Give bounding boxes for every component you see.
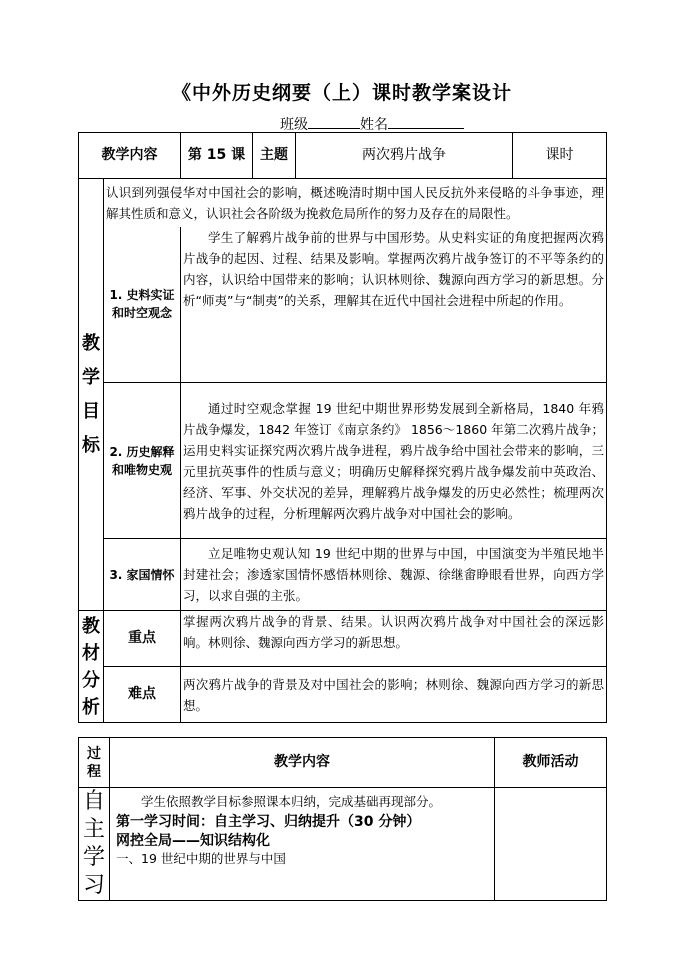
class-label: 班级 [280, 117, 308, 133]
objective-1-label: 1. 史料实证和时空观念 [104, 227, 181, 383]
self-study-content [110, 788, 495, 901]
objective-3-text: 立足唯物史观认知 19 世纪中期的世界与中国，中国演变为半殖民地半封建社会；渗透家国情怀感悟林则徐、魏源、徐继畬睁眼看世界，向西方学习，以求自强的主张。 [181, 539, 607, 611]
teacher-activity-label: 教师活动 [495, 738, 607, 788]
header-lesson-no: 第 15 课 [181, 133, 253, 179]
objective-1-text: 学生了解鸦片战争前的世界与中国形势。从史料实证的角度把握两次鸦片战争的起因、过程、结果及影响。掌握两次鸦片战争签订的不平等条约的内容，认识给中国带来的影响；认识林则徐、魏源向西方学习的新思想。分析“师夷”与“制夷”的关系，理解其在近代中国社会进程中所起的作用。 [181, 227, 607, 383]
self-study-line-1: 学生依照教学目标参照课本归纳，完成基础再现部分。 [141, 794, 442, 809]
header-content-label: 教学内容 [79, 133, 181, 179]
analysis-label: 教 材 分 析 [79, 611, 104, 723]
name-label: 姓名 [360, 117, 388, 133]
objectives-label: 教 学 目 标 [79, 179, 104, 611]
self-study-label: 自 主 学 习 [79, 788, 110, 901]
self-study-line-2: 第一学习时间：自主学习、归纳提升（30 分钟） [116, 814, 421, 830]
key-point-label: 重点 [104, 611, 181, 667]
difficulty-label: 难点 [104, 667, 181, 723]
objective-2-text: 通过时空观念掌握 19 世纪中期世界形势发展到全新格局，1840 年鸦片战争爆发，1842 年签订《南京条约》 1856～1860 年第二次鸦片战争；运用史料实证探究两次鸦片战争进程，鸦片战争给中国社会带来的影响，三元里抗英事件的性质与意义；明确历史解释探究鸦片战争爆发前中英政治、经济、军事、外交状况的差异，理解鸦片战争爆发的历史必然性；梳理两次鸦片战争的过程，分析理解两次鸦片战争对中国社会的影响。 [181, 383, 607, 539]
objectives-table [78, 132, 607, 723]
process-table [78, 737, 607, 901]
class-blank[interactable] [308, 114, 360, 129]
self-study-line-4: 一、19 世纪中期的世界与中国 [116, 851, 286, 866]
page-title: 《中外历史纲要（上）课时教学案设计 [171, 82, 512, 104]
header-theme-label: 主题 [253, 133, 296, 179]
difficulty-text: 两次鸦片战争的背景及对中国社会的影响；林则徐、魏源向西方学习的新思想。 [181, 667, 607, 723]
key-point-text: 掌握两次鸦片战争的背景、结果。认识两次鸦片战争对中国社会的深远影响。林则徐、魏源向西方学习的新思想。 [181, 611, 607, 667]
header-theme: 两次鸦片战争 [296, 133, 513, 179]
objective-2-label: 2. 历史解释和唯物史观 [104, 383, 181, 539]
objective-3-label: 3. 家国情怀 [104, 539, 181, 611]
header-period-label: 课时 [513, 133, 607, 179]
process-label: 过程 [79, 738, 110, 788]
objectives-intro: 认识到列强侵华对中国社会的影响，概述晚清时期中国人民反抗外来侵略的斗争事迹，理解其性质和意义，认识社会各阶级为挽救危局所作的努力及存在的局限性。 [104, 179, 607, 227]
class-name-line [280, 114, 464, 134]
self-study-line-3: 网控全局——知识结构化 [116, 833, 270, 849]
name-blank[interactable] [388, 114, 464, 129]
teacher-activity-cell[interactable] [495, 788, 607, 901]
process-content-label: 教学内容 [110, 738, 495, 788]
